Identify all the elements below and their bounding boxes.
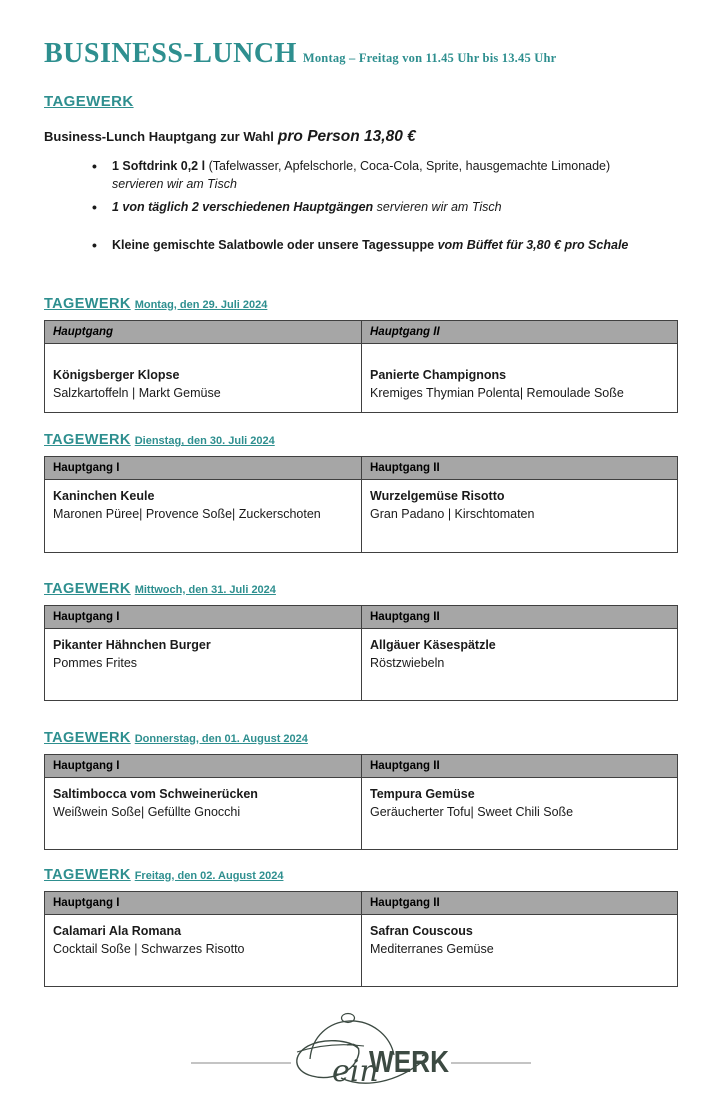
dish-title: Safran Couscous xyxy=(370,924,473,938)
day-section-montag xyxy=(44,295,678,413)
day-date: Dienstag, den 30. Juli 2024 xyxy=(134,435,275,448)
menu-table-mittwoch xyxy=(44,605,678,701)
bullet-salatbowle xyxy=(112,237,678,255)
intro-price: pro Person 13,80 € xyxy=(277,128,416,145)
bullet-softdrink xyxy=(112,158,678,194)
dish-cell xyxy=(362,777,678,849)
column-header-hauptgang-2: Hauptgang II xyxy=(362,754,678,777)
column-header-hauptgang-1: Hauptgang I xyxy=(45,892,362,915)
tagewerk-main-heading: TAGEWERK xyxy=(44,93,134,110)
dish-description: Cocktail Soße | Schwarzes Risotto xyxy=(53,942,245,957)
dish-description: Gran Padano | Kirschtomaten xyxy=(370,507,535,522)
dish-title: Saltimbocca vom Schweinerücken xyxy=(53,786,258,801)
logo-werk-text: WERK xyxy=(369,1044,450,1080)
day-heading-label: TAGEWERK xyxy=(44,432,131,449)
menu-table-dienstag xyxy=(44,456,678,552)
day-heading-label: TAGEWERK xyxy=(44,729,131,746)
day-section-freitag xyxy=(44,866,678,987)
logo-script-text: ein xyxy=(332,1054,379,1090)
column-header-hauptgang-2: Hauptgang II xyxy=(362,892,678,915)
day-heading-montag xyxy=(44,295,267,313)
menu-table-montag xyxy=(44,320,678,413)
dish-title: Tempura Gemüse xyxy=(370,786,475,801)
dish-title: Kaninchen Keule xyxy=(53,489,155,504)
column-header-hauptgang-2: Hauptgang II xyxy=(362,605,678,628)
intro-lead-text: Business-Lunch Hauptgang zur Wahl xyxy=(44,129,274,144)
day-section-donnerstag xyxy=(44,729,678,850)
day-heading-dienstag xyxy=(44,431,275,449)
column-header-hauptgang-1: Hauptgang I xyxy=(45,605,362,628)
dish-title: Panierte Champignons xyxy=(370,368,507,382)
bullet-hauptgaenge-italic: servieren wir am Tisch xyxy=(373,199,502,214)
bullet-hauptgaenge xyxy=(112,199,678,217)
bullet-softdrink-bold: 1 Softdrink 0,2 l xyxy=(112,159,206,173)
dish-description: Maronen Püree| Provence Soße| Zuckerschoten xyxy=(53,507,321,522)
dish-cell xyxy=(45,480,362,552)
dish-description: Röstzwiebeln xyxy=(370,655,445,670)
day-heading-label: TAGEWERK xyxy=(44,867,131,883)
bullet-salatbowle-bold: Kleine gemischte Salatbowle oder unsere Tagessuppe xyxy=(112,238,435,253)
day-heading-mittwoch xyxy=(44,580,276,598)
dish-cell xyxy=(45,628,362,700)
dish-cell xyxy=(362,480,678,552)
column-header-hauptgang-1: Hauptgang xyxy=(45,321,362,344)
dish-description: Salzkartoffeln | Markt Gemüse xyxy=(53,386,221,401)
menu-table-donnerstag xyxy=(44,754,678,850)
dish-cell xyxy=(362,344,678,413)
bullet-softdrink-regular: (Tafelwasser, Apfelschorle, Coca-Cola, Sprite, hausgemachte Limonade) xyxy=(205,159,611,173)
feinwerk-logo xyxy=(44,1009,678,1102)
day-date: Mittwoch, den 31. Juli 2024 xyxy=(134,583,276,596)
day-date: Freitag, den 02. August 2024 xyxy=(134,870,284,882)
column-header-hauptgang-1: Hauptgang I xyxy=(45,457,362,480)
day-date: Montag, den 29. Juli 2024 xyxy=(134,299,268,311)
menu-table-freitag xyxy=(44,891,678,987)
dish-cell xyxy=(45,344,362,413)
page-subtitle: Montag – Freitag von 11.45 Uhr bis 13.45 Uhr xyxy=(302,51,557,65)
cloche-icon xyxy=(191,1009,531,1097)
bullet-salatbowle-price: vom Büffet für 3,80 € pro Schale xyxy=(434,238,629,253)
bullet-list xyxy=(44,158,678,255)
day-heading-label: TAGEWERK xyxy=(44,296,131,312)
title-row xyxy=(44,40,678,68)
day-heading-freitag xyxy=(44,866,283,884)
dish-description: Weißwein Soße| Gefüllte Gnocchi xyxy=(53,804,241,819)
bullet-hauptgaenge-bold: 1 von täglich 2 verschiedenen Hauptgängen xyxy=(112,199,374,214)
column-header-hauptgang-2: Hauptgang II xyxy=(362,457,678,480)
dish-description: Geräucherter Tofu| Sweet Chili Soße xyxy=(370,804,574,819)
dish-description: Kremiges Thymian Polenta| Remoulade Soße xyxy=(370,386,624,401)
dish-description: Pommes Frites xyxy=(53,655,138,670)
dish-cell xyxy=(45,915,362,987)
dish-cell xyxy=(362,915,678,987)
dish-description: Mediterranes Gemüse xyxy=(370,942,494,957)
day-date: Donnerstag, den 01. August 2024 xyxy=(134,732,308,745)
dish-title: Königsberger Klopse xyxy=(53,368,180,382)
page-title: BUSINESS-LUNCH xyxy=(44,38,297,69)
dish-title: Wurzelgemüse Risotto xyxy=(370,489,505,504)
dish-cell xyxy=(362,628,678,700)
dish-title: Allgäuer Käsespätzle xyxy=(370,637,496,652)
dish-title: Calamari Ala Romana xyxy=(53,924,182,938)
bullet-softdrink-line2: servieren wir am Tisch xyxy=(112,176,237,191)
day-heading-donnerstag xyxy=(44,729,308,747)
intro-lead xyxy=(44,128,678,146)
day-section-mittwoch xyxy=(44,580,678,701)
dish-title: Pikanter Hähnchen Burger xyxy=(53,637,211,652)
dish-cell xyxy=(45,777,362,849)
day-heading-label: TAGEWERK xyxy=(44,580,131,597)
column-header-hauptgang-1: Hauptgang I xyxy=(45,754,362,777)
day-section-dienstag xyxy=(44,431,678,552)
column-header-hauptgang-2: Hauptgang II xyxy=(362,321,678,344)
